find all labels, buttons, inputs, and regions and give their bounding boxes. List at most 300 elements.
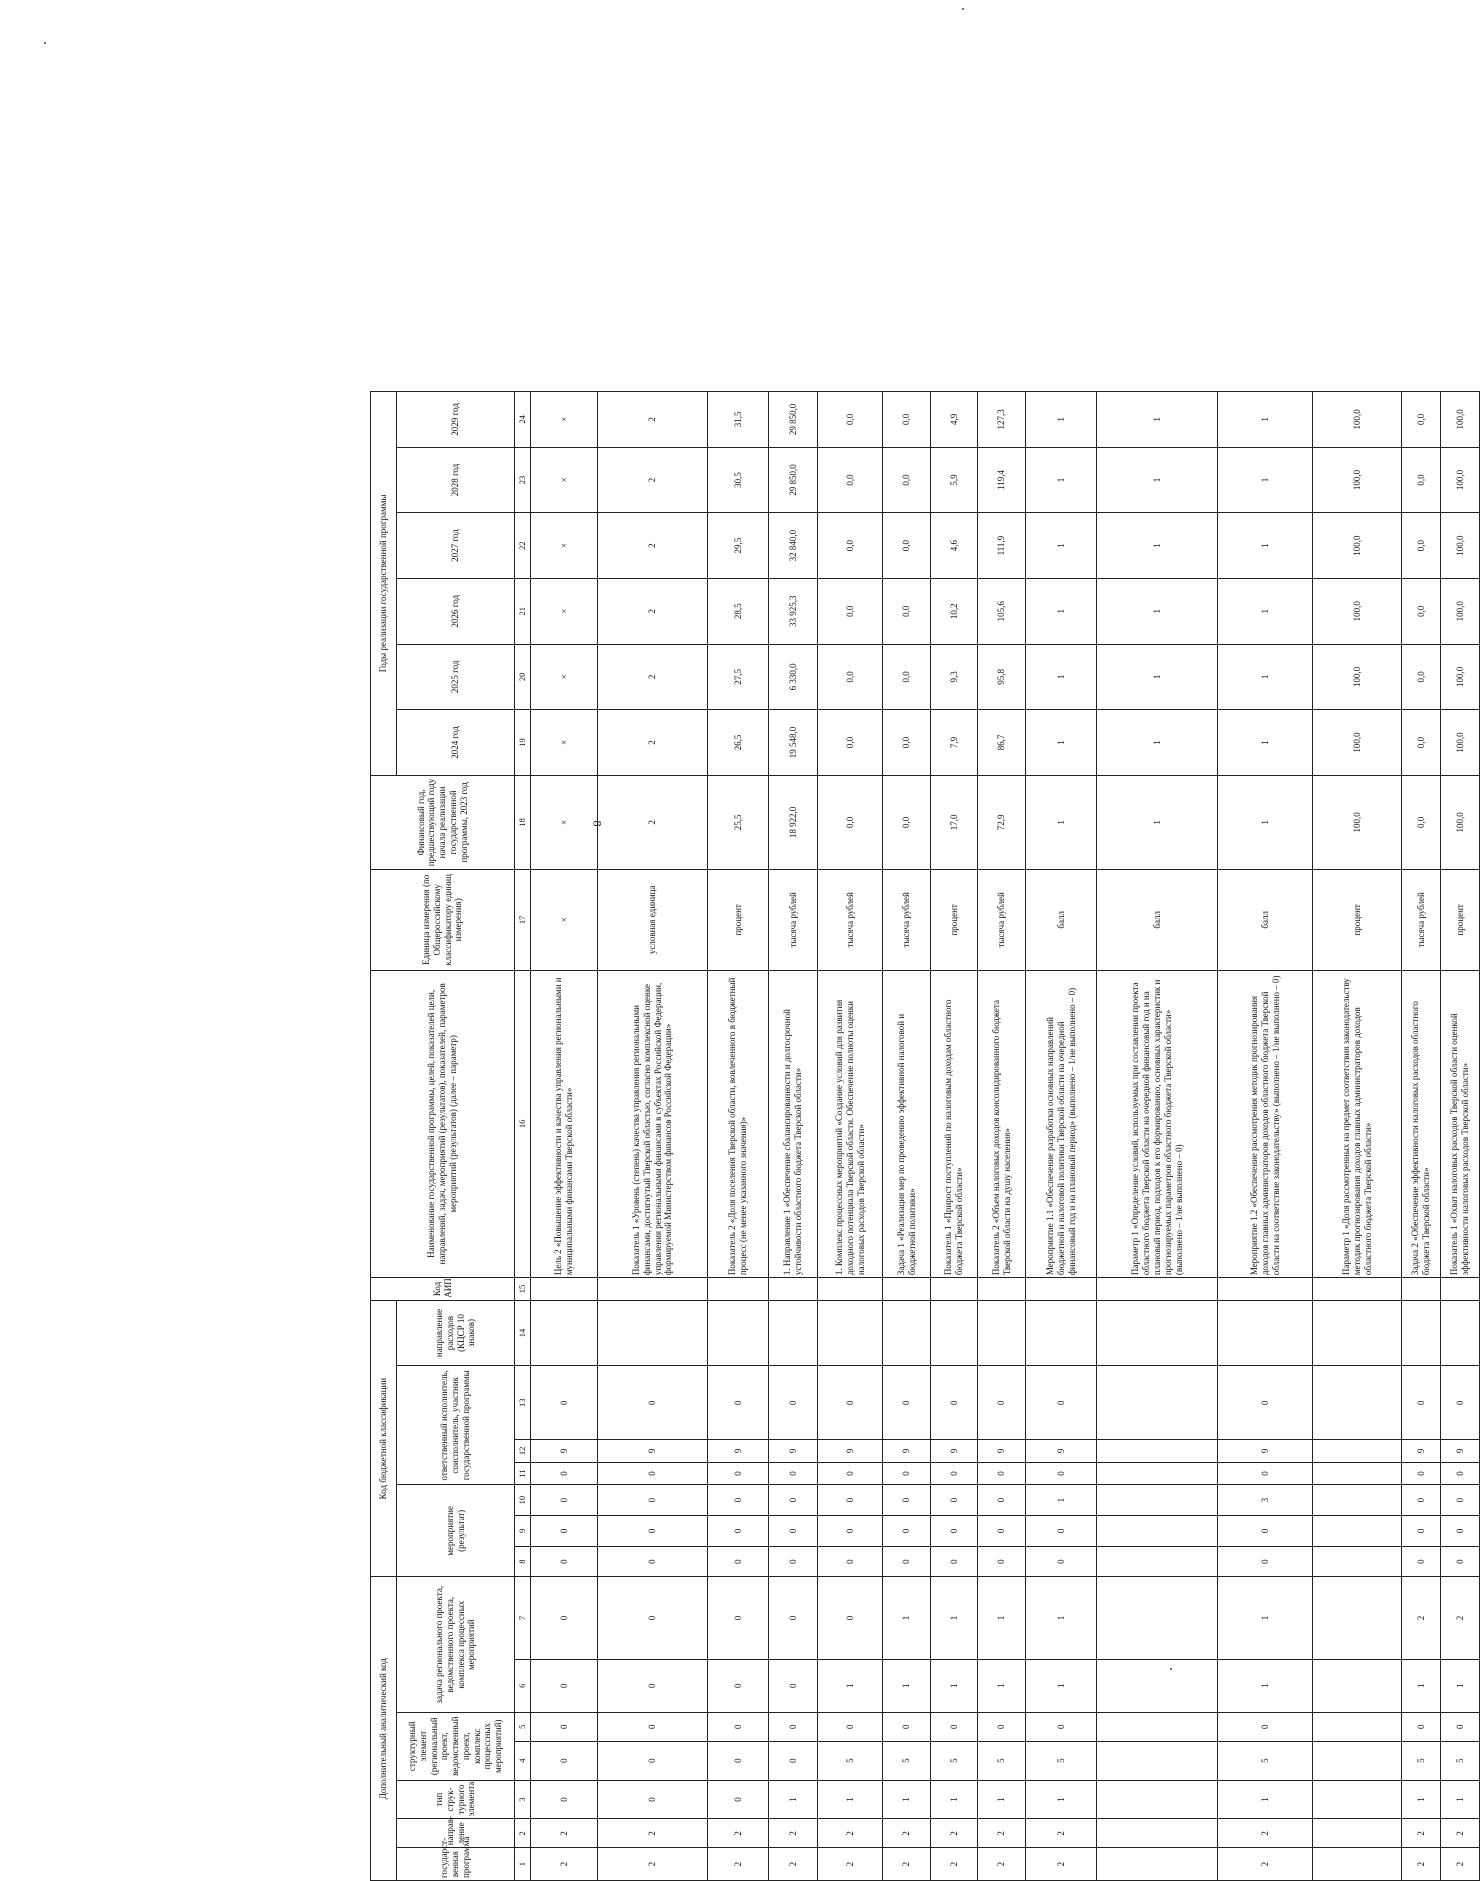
item-name-cell: Мероприятие 1.1 «Обеспечение разработки основных направлений бюджетной и налоговой политики Тверской области на очередной финансовый год и на плановый период» (выполнено – 1/не выполнено – 0)	[1025, 970, 1096, 1278]
year-value-cell: 1	[1218, 710, 1313, 776]
column-number: 21	[515, 578, 531, 644]
code-cell	[1313, 1300, 1402, 1366]
year-value-cell: 19 548,0	[768, 710, 818, 776]
code-cell: 0	[1402, 1485, 1441, 1516]
code-cell: 1	[1218, 1780, 1313, 1819]
code-cell: 0	[978, 1485, 1026, 1516]
year-value-cell: 5,9	[930, 447, 978, 513]
column-number: 22	[515, 513, 531, 579]
base-year-cell: 0,0	[883, 775, 931, 869]
base-year-cell: 18 922,0	[768, 775, 818, 869]
header-year: 2024 год	[397, 710, 515, 776]
code-cell	[1313, 1515, 1402, 1546]
table-row	[1313, 392, 1402, 1881]
year-value-cell: 1	[1025, 447, 1096, 513]
code-cell: 1	[978, 1780, 1026, 1819]
year-value-cell: 0,0	[1402, 392, 1441, 448]
code-cell	[930, 1278, 978, 1301]
year-value-cell: 105,6	[978, 578, 1026, 644]
code-cell: 0	[818, 1485, 883, 1516]
code-cell: 0	[930, 1366, 978, 1440]
code-cell	[1097, 1440, 1218, 1463]
code-cell: 0	[708, 1462, 769, 1485]
code-cell	[1097, 1659, 1218, 1712]
code-cell: 2	[1402, 1577, 1441, 1659]
code-cell: 2	[531, 1819, 598, 1848]
year-value-cell: 26,5	[708, 710, 769, 776]
year-value-cell: 95,8	[978, 644, 1026, 710]
code-cell	[883, 1278, 931, 1301]
code-cell: 0	[598, 1485, 708, 1516]
code-cell: 2	[531, 1848, 598, 1881]
code-cell: 0	[531, 1741, 598, 1780]
code-cell: 1	[883, 1659, 931, 1712]
year-value-cell: ×	[531, 513, 598, 579]
unit-cell: балл	[1097, 870, 1218, 970]
code-cell	[1313, 1712, 1402, 1741]
header-napr: направ-ление	[397, 1819, 515, 1848]
code-cell: 2	[1025, 1819, 1096, 1848]
year-value-cell: 100,0	[1313, 644, 1402, 710]
code-cell: 0	[531, 1780, 598, 1819]
page-number: 8	[590, 820, 605, 827]
header-year: 2028 год	[397, 447, 515, 513]
code-cell: 0	[1402, 1515, 1441, 1546]
code-cell: 0	[930, 1485, 978, 1516]
code-cell: 0	[598, 1780, 708, 1819]
code-cell: 0	[930, 1462, 978, 1485]
code-cell: 2	[598, 1819, 708, 1848]
year-value-cell: ×	[531, 710, 598, 776]
code-cell: 2	[883, 1819, 931, 1848]
code-cell: 0	[883, 1485, 931, 1516]
code-cell	[708, 1300, 769, 1366]
year-value-cell: 29 850,0	[768, 392, 818, 448]
code-cell: 2	[930, 1848, 978, 1881]
unit-cell: процент	[930, 870, 978, 970]
code-cell	[1097, 1741, 1218, 1780]
code-cell	[1313, 1366, 1402, 1440]
code-cell: 0	[1025, 1366, 1096, 1440]
column-number: 14	[515, 1300, 531, 1366]
unit-cell: процент	[1440, 870, 1479, 970]
code-cell	[531, 1278, 598, 1301]
header-name-column: Наименование государственной программы, целей, показателей цели, направлений, задач, мероприятий (результатов), показателей, параметров мероприятий (результатов) (далее – параметр)	[371, 970, 515, 1278]
year-value-cell: 4,9	[930, 392, 978, 448]
year-value-cell: 2	[598, 447, 708, 513]
code-cell: 0	[531, 1546, 598, 1577]
year-value-cell: 2	[598, 710, 708, 776]
table-row	[531, 392, 598, 1881]
year-value-cell: 1	[1097, 710, 1218, 776]
header-kbk-group: Код бюджетной классификации	[371, 1300, 397, 1577]
year-value-cell: 1	[1097, 644, 1218, 710]
code-cell	[598, 1278, 708, 1301]
item-name-cell: Задача 1 «Реализация мер по проведению эффективной налоговой и бюджетной политики»	[883, 970, 931, 1278]
code-cell	[1025, 1278, 1096, 1301]
unit-cell: тысяча рублей	[768, 870, 818, 970]
code-cell: 2	[768, 1848, 818, 1881]
item-name-cell: 1. Комплекс процессных мероприятий «Создание условий для развития доходного потенциала Тверской области. Обеспечение полноты оценки налоговых расходов Тверской области»	[818, 970, 883, 1278]
code-cell: 0	[1440, 1485, 1479, 1516]
year-value-cell: 1	[1025, 644, 1096, 710]
column-number: 15	[515, 1278, 531, 1301]
table-row	[978, 392, 1026, 1881]
code-cell: 1	[930, 1780, 978, 1819]
code-cell	[1097, 1515, 1218, 1546]
code-cell: 0	[978, 1515, 1026, 1546]
code-cell: 9	[708, 1440, 769, 1463]
year-value-cell: 86,7	[978, 710, 1026, 776]
base-year-cell: 25,5	[708, 775, 769, 869]
code-cell	[1313, 1780, 1402, 1819]
year-value-cell: 0,0	[883, 447, 931, 513]
code-cell	[1097, 1300, 1218, 1366]
code-cell	[768, 1300, 818, 1366]
code-cell	[1313, 1819, 1402, 1848]
code-cell: 0	[598, 1741, 708, 1780]
code-cell: 1	[978, 1659, 1026, 1712]
year-value-cell: 1	[1218, 392, 1313, 448]
code-cell: 9	[978, 1440, 1026, 1463]
code-cell: 0	[708, 1659, 769, 1712]
header-napr-rash: направление расходов (КЦСР 10 знаков)	[397, 1300, 515, 1366]
year-value-cell: ×	[531, 392, 598, 448]
code-cell: 0	[883, 1366, 931, 1440]
year-value-cell: 10,2	[930, 578, 978, 644]
code-cell	[818, 1278, 883, 1301]
year-value-cell: 1	[1097, 513, 1218, 579]
code-cell	[1097, 1546, 1218, 1577]
code-cell: 0	[1218, 1712, 1313, 1741]
year-value-cell: 33 925,3	[768, 578, 818, 644]
year-value-cell: 127,3	[978, 392, 1026, 448]
code-cell	[1025, 1300, 1096, 1366]
code-cell: 2	[818, 1819, 883, 1848]
code-cell: 2	[768, 1819, 818, 1848]
column-number: 5	[515, 1712, 531, 1741]
year-value-cell: 32 840,0	[768, 513, 818, 579]
code-cell	[1313, 1440, 1402, 1463]
code-cell	[1313, 1546, 1402, 1577]
column-number: 18	[515, 775, 531, 869]
year-value-cell: 0,0	[1402, 710, 1441, 776]
code-cell	[1313, 1462, 1402, 1485]
year-value-cell: 1	[1218, 447, 1313, 513]
year-value-cell: ×	[531, 447, 598, 513]
scan-speck	[962, 8, 964, 10]
code-cell: 5	[1218, 1741, 1313, 1780]
column-number: 3	[515, 1780, 531, 1819]
code-cell: 0	[818, 1515, 883, 1546]
code-cell: 0	[1402, 1546, 1441, 1577]
table-row	[598, 392, 708, 1881]
column-number: 19	[515, 710, 531, 776]
code-cell: 0	[1440, 1462, 1479, 1485]
code-cell: 1	[1402, 1780, 1441, 1819]
code-cell: 9	[598, 1440, 708, 1463]
header-zadacha: задача регионального проекта, ведомственного проекта, комплекса процессных мероприятий	[397, 1577, 515, 1712]
table-row	[1218, 392, 1313, 1881]
code-cell: 1	[818, 1780, 883, 1819]
year-value-cell: 9,3	[930, 644, 978, 710]
code-cell: 0	[1218, 1546, 1313, 1577]
year-value-cell: 0,0	[818, 447, 883, 513]
code-cell: 0	[708, 1741, 769, 1780]
header-gp: государст-венная программа	[397, 1848, 515, 1881]
table-row	[930, 392, 978, 1881]
code-cell: 1	[1025, 1577, 1096, 1659]
code-cell: 2	[1025, 1848, 1096, 1881]
year-value-cell: 100,0	[1440, 644, 1479, 710]
code-cell: 2	[708, 1819, 769, 1848]
code-cell: 0	[531, 1577, 598, 1659]
code-cell: 0	[1025, 1462, 1096, 1485]
code-cell: 2	[1218, 1819, 1313, 1848]
column-number: 8	[515, 1546, 531, 1577]
header-struct: структурный элемент (региональный проект, ведомственный проект, комплекс процессных мероприятий)	[397, 1712, 515, 1780]
code-cell: 9	[1440, 1440, 1479, 1463]
year-value-cell: 2	[598, 392, 708, 448]
base-year-cell: 100,0	[1440, 775, 1479, 869]
code-cell: 3	[1218, 1485, 1313, 1516]
code-cell: 0	[598, 1659, 708, 1712]
code-cell: 0	[883, 1462, 931, 1485]
code-cell: 0	[1025, 1546, 1096, 1577]
column-number: 9	[515, 1515, 531, 1546]
code-cell	[883, 1300, 931, 1366]
code-cell: 0	[768, 1462, 818, 1485]
rotated-table-container	[370, 391, 1480, 1881]
code-cell: 2	[1440, 1848, 1479, 1881]
code-cell: 1	[768, 1780, 818, 1819]
code-cell: 5	[978, 1741, 1026, 1780]
header-meropr: мероприятие (результат)	[397, 1485, 515, 1577]
year-value-cell: 1	[1218, 513, 1313, 579]
code-cell: 0	[930, 1515, 978, 1546]
base-year-cell: 0,0	[1402, 775, 1441, 869]
year-value-cell: 1	[1218, 578, 1313, 644]
code-cell: 0	[818, 1577, 883, 1659]
code-cell: 1	[1440, 1780, 1479, 1819]
code-cell: 2	[978, 1848, 1026, 1881]
code-cell: 0	[978, 1546, 1026, 1577]
code-cell: 0	[598, 1712, 708, 1741]
year-value-cell: ×	[531, 644, 598, 710]
item-name-cell: Параметр 1 «Доля рассмотренных на предмет соответствия законодательству методик прогнозирования доходов главных администраторов доходов областного бюджета Тверской области»	[1313, 970, 1402, 1278]
code-cell: 0	[598, 1462, 708, 1485]
item-name-cell: Параметр 1 «Определение условий, используемых при составлении проекта областного бюджета Тверской области на очередной финансовый год и на плановый период, подходов к его формированию, основных характеристик и прогнозируемых параметров областного бюджета Тверской области» (выполнено – 1/не выполнено – 0)	[1097, 970, 1218, 1278]
code-cell: 0	[768, 1515, 818, 1546]
code-cell: 0	[1025, 1515, 1096, 1546]
column-number: 4	[515, 1741, 531, 1780]
code-cell: 0	[978, 1462, 1026, 1485]
code-cell: 5	[1402, 1741, 1441, 1780]
year-value-cell: 6 330,0	[768, 644, 818, 710]
year-value-cell: 0,0	[883, 392, 931, 448]
unit-cell: тысяча рублей	[883, 870, 931, 970]
unit-cell: тысяча рублей	[818, 870, 883, 970]
code-cell: 0	[818, 1546, 883, 1577]
table-row	[883, 392, 931, 1881]
code-cell: 0	[883, 1546, 931, 1577]
column-number: 7	[515, 1577, 531, 1659]
code-cell: 0	[531, 1515, 598, 1546]
header-base-year-column: Финансовый год, предшествующий году начала реализации государственной программы, 2023 год	[371, 775, 515, 869]
base-year-cell: 100,0	[1313, 775, 1402, 869]
code-cell	[708, 1278, 769, 1301]
unit-cell: балл	[1025, 870, 1096, 970]
code-cell: 0	[708, 1366, 769, 1440]
year-value-cell: 100,0	[1313, 578, 1402, 644]
code-cell: 5	[818, 1741, 883, 1780]
code-cell	[1313, 1577, 1402, 1659]
code-cell: 0	[1440, 1546, 1479, 1577]
program-indicators-table	[370, 391, 1480, 1881]
code-cell: 9	[1218, 1440, 1313, 1463]
column-number: 11	[515, 1462, 531, 1485]
code-cell	[1218, 1278, 1313, 1301]
code-cell: 1	[1440, 1659, 1479, 1712]
code-cell: 0	[1402, 1462, 1441, 1485]
code-cell: 1	[1025, 1659, 1096, 1712]
code-cell: 1	[1402, 1659, 1441, 1712]
code-cell: 1	[883, 1780, 931, 1819]
code-cell	[1097, 1462, 1218, 1485]
code-cell: 0	[531, 1366, 598, 1440]
code-cell	[1313, 1485, 1402, 1516]
code-cell	[1097, 1577, 1218, 1659]
table-row	[1025, 392, 1096, 1881]
code-cell: 5	[930, 1741, 978, 1780]
code-cell: 0	[818, 1462, 883, 1485]
code-cell: 1	[1025, 1780, 1096, 1819]
code-cell: 0	[1218, 1462, 1313, 1485]
code-cell: 0	[768, 1366, 818, 1440]
year-value-cell: 0,0	[818, 578, 883, 644]
item-name-cell: 1. Направление 1 «Обеспечение сбалансированности и долгосрочной устойчивости областного бюджета Тверской области»	[768, 970, 818, 1278]
year-value-cell: 119,4	[978, 447, 1026, 513]
code-cell: 0	[531, 1485, 598, 1516]
code-cell: 2	[1440, 1819, 1479, 1848]
code-cell: 1	[883, 1577, 931, 1659]
code-cell: 0	[1025, 1712, 1096, 1741]
year-value-cell: 1	[1218, 644, 1313, 710]
code-cell: 0	[768, 1577, 818, 1659]
year-value-cell: 27,5	[708, 644, 769, 710]
code-cell	[1313, 1848, 1402, 1881]
code-cell: 0	[708, 1485, 769, 1516]
table-row	[818, 392, 883, 1881]
year-value-cell: 0,0	[818, 392, 883, 448]
column-number: 20	[515, 644, 531, 710]
code-cell: 0	[531, 1712, 598, 1741]
year-value-cell: 111,9	[978, 513, 1026, 579]
code-cell: 5	[883, 1741, 931, 1780]
code-cell: 5	[1440, 1741, 1479, 1780]
code-cell	[930, 1300, 978, 1366]
column-number: 10	[515, 1485, 531, 1516]
year-value-cell: 0,0	[1402, 644, 1441, 710]
code-cell: 0	[708, 1780, 769, 1819]
code-cell	[1097, 1819, 1218, 1848]
code-cell: 0	[598, 1366, 708, 1440]
table-row	[1097, 392, 1218, 1881]
column-number: 6	[515, 1659, 531, 1712]
table-row	[1402, 392, 1441, 1881]
year-value-cell: 0,0	[1402, 513, 1441, 579]
year-value-cell: 0,0	[883, 644, 931, 710]
code-cell: 0	[598, 1577, 708, 1659]
year-value-cell: 0,0	[818, 644, 883, 710]
code-cell: 0	[598, 1515, 708, 1546]
code-cell: 2	[930, 1819, 978, 1848]
item-name-cell: Показатель 1 «Прирост поступлений по налоговым доходам областного бюджета Тверской области»	[930, 970, 978, 1278]
year-value-cell: 100,0	[1313, 392, 1402, 448]
item-name-cell: Показатель 2 «Объем налоговых доходов консолидированного бюджета Тверской области на душу населения»	[978, 970, 1026, 1278]
year-value-cell: 0,0	[883, 578, 931, 644]
year-value-cell: 4,6	[930, 513, 978, 579]
base-year-cell: 0,0	[818, 775, 883, 869]
year-value-cell: 100,0	[1313, 710, 1402, 776]
code-cell: 1	[1218, 1659, 1313, 1712]
year-value-cell: 1	[1025, 578, 1096, 644]
code-cell: 0	[930, 1712, 978, 1741]
year-value-cell: 2	[598, 644, 708, 710]
header-dak-group: Дополнительный аналитический код	[371, 1577, 397, 1881]
code-cell: 0	[708, 1546, 769, 1577]
code-cell	[1402, 1300, 1441, 1366]
code-cell: 0	[1402, 1712, 1441, 1741]
unit-cell: балл	[1218, 870, 1313, 970]
code-cell	[1097, 1780, 1218, 1819]
code-cell: 9	[531, 1440, 598, 1463]
code-cell: 0	[1218, 1515, 1313, 1546]
code-cell	[531, 1300, 598, 1366]
unit-cell: тысяча рублей	[1402, 870, 1441, 970]
year-value-cell: 0,0	[883, 710, 931, 776]
code-cell: 0	[708, 1577, 769, 1659]
item-name-cell: Цель 2 «Повышение эффективности и качества управления региональными и муниципальными финансами Тверской области»	[531, 970, 598, 1278]
base-year-cell: 1	[1097, 775, 1218, 869]
column-number: 2	[515, 1819, 531, 1848]
unit-cell: процент	[1313, 870, 1402, 970]
scan-speck	[44, 42, 46, 44]
base-year-cell: 2	[598, 775, 708, 869]
year-value-cell: 2	[598, 578, 708, 644]
column-number: 12	[515, 1440, 531, 1463]
code-cell: 0	[708, 1515, 769, 1546]
year-value-cell: 100,0	[1440, 578, 1479, 644]
base-year-cell: 72,9	[978, 775, 1026, 869]
code-cell	[1097, 1485, 1218, 1516]
code-cell	[1218, 1300, 1313, 1366]
column-number: 16	[515, 970, 531, 1278]
code-cell: 0	[818, 1712, 883, 1741]
code-cell: 1	[930, 1659, 978, 1712]
unit-cell: ×	[531, 870, 598, 970]
code-cell: 0	[1440, 1712, 1479, 1741]
year-value-cell: 1	[1097, 578, 1218, 644]
year-value-cell: 100,0	[1440, 392, 1479, 448]
year-value-cell: 1	[1097, 392, 1218, 448]
code-cell	[1097, 1712, 1218, 1741]
code-cell: 0	[598, 1546, 708, 1577]
code-cell	[598, 1300, 708, 1366]
code-cell: 5	[1025, 1741, 1096, 1780]
code-cell	[1313, 1741, 1402, 1780]
code-cell: 0	[768, 1659, 818, 1712]
